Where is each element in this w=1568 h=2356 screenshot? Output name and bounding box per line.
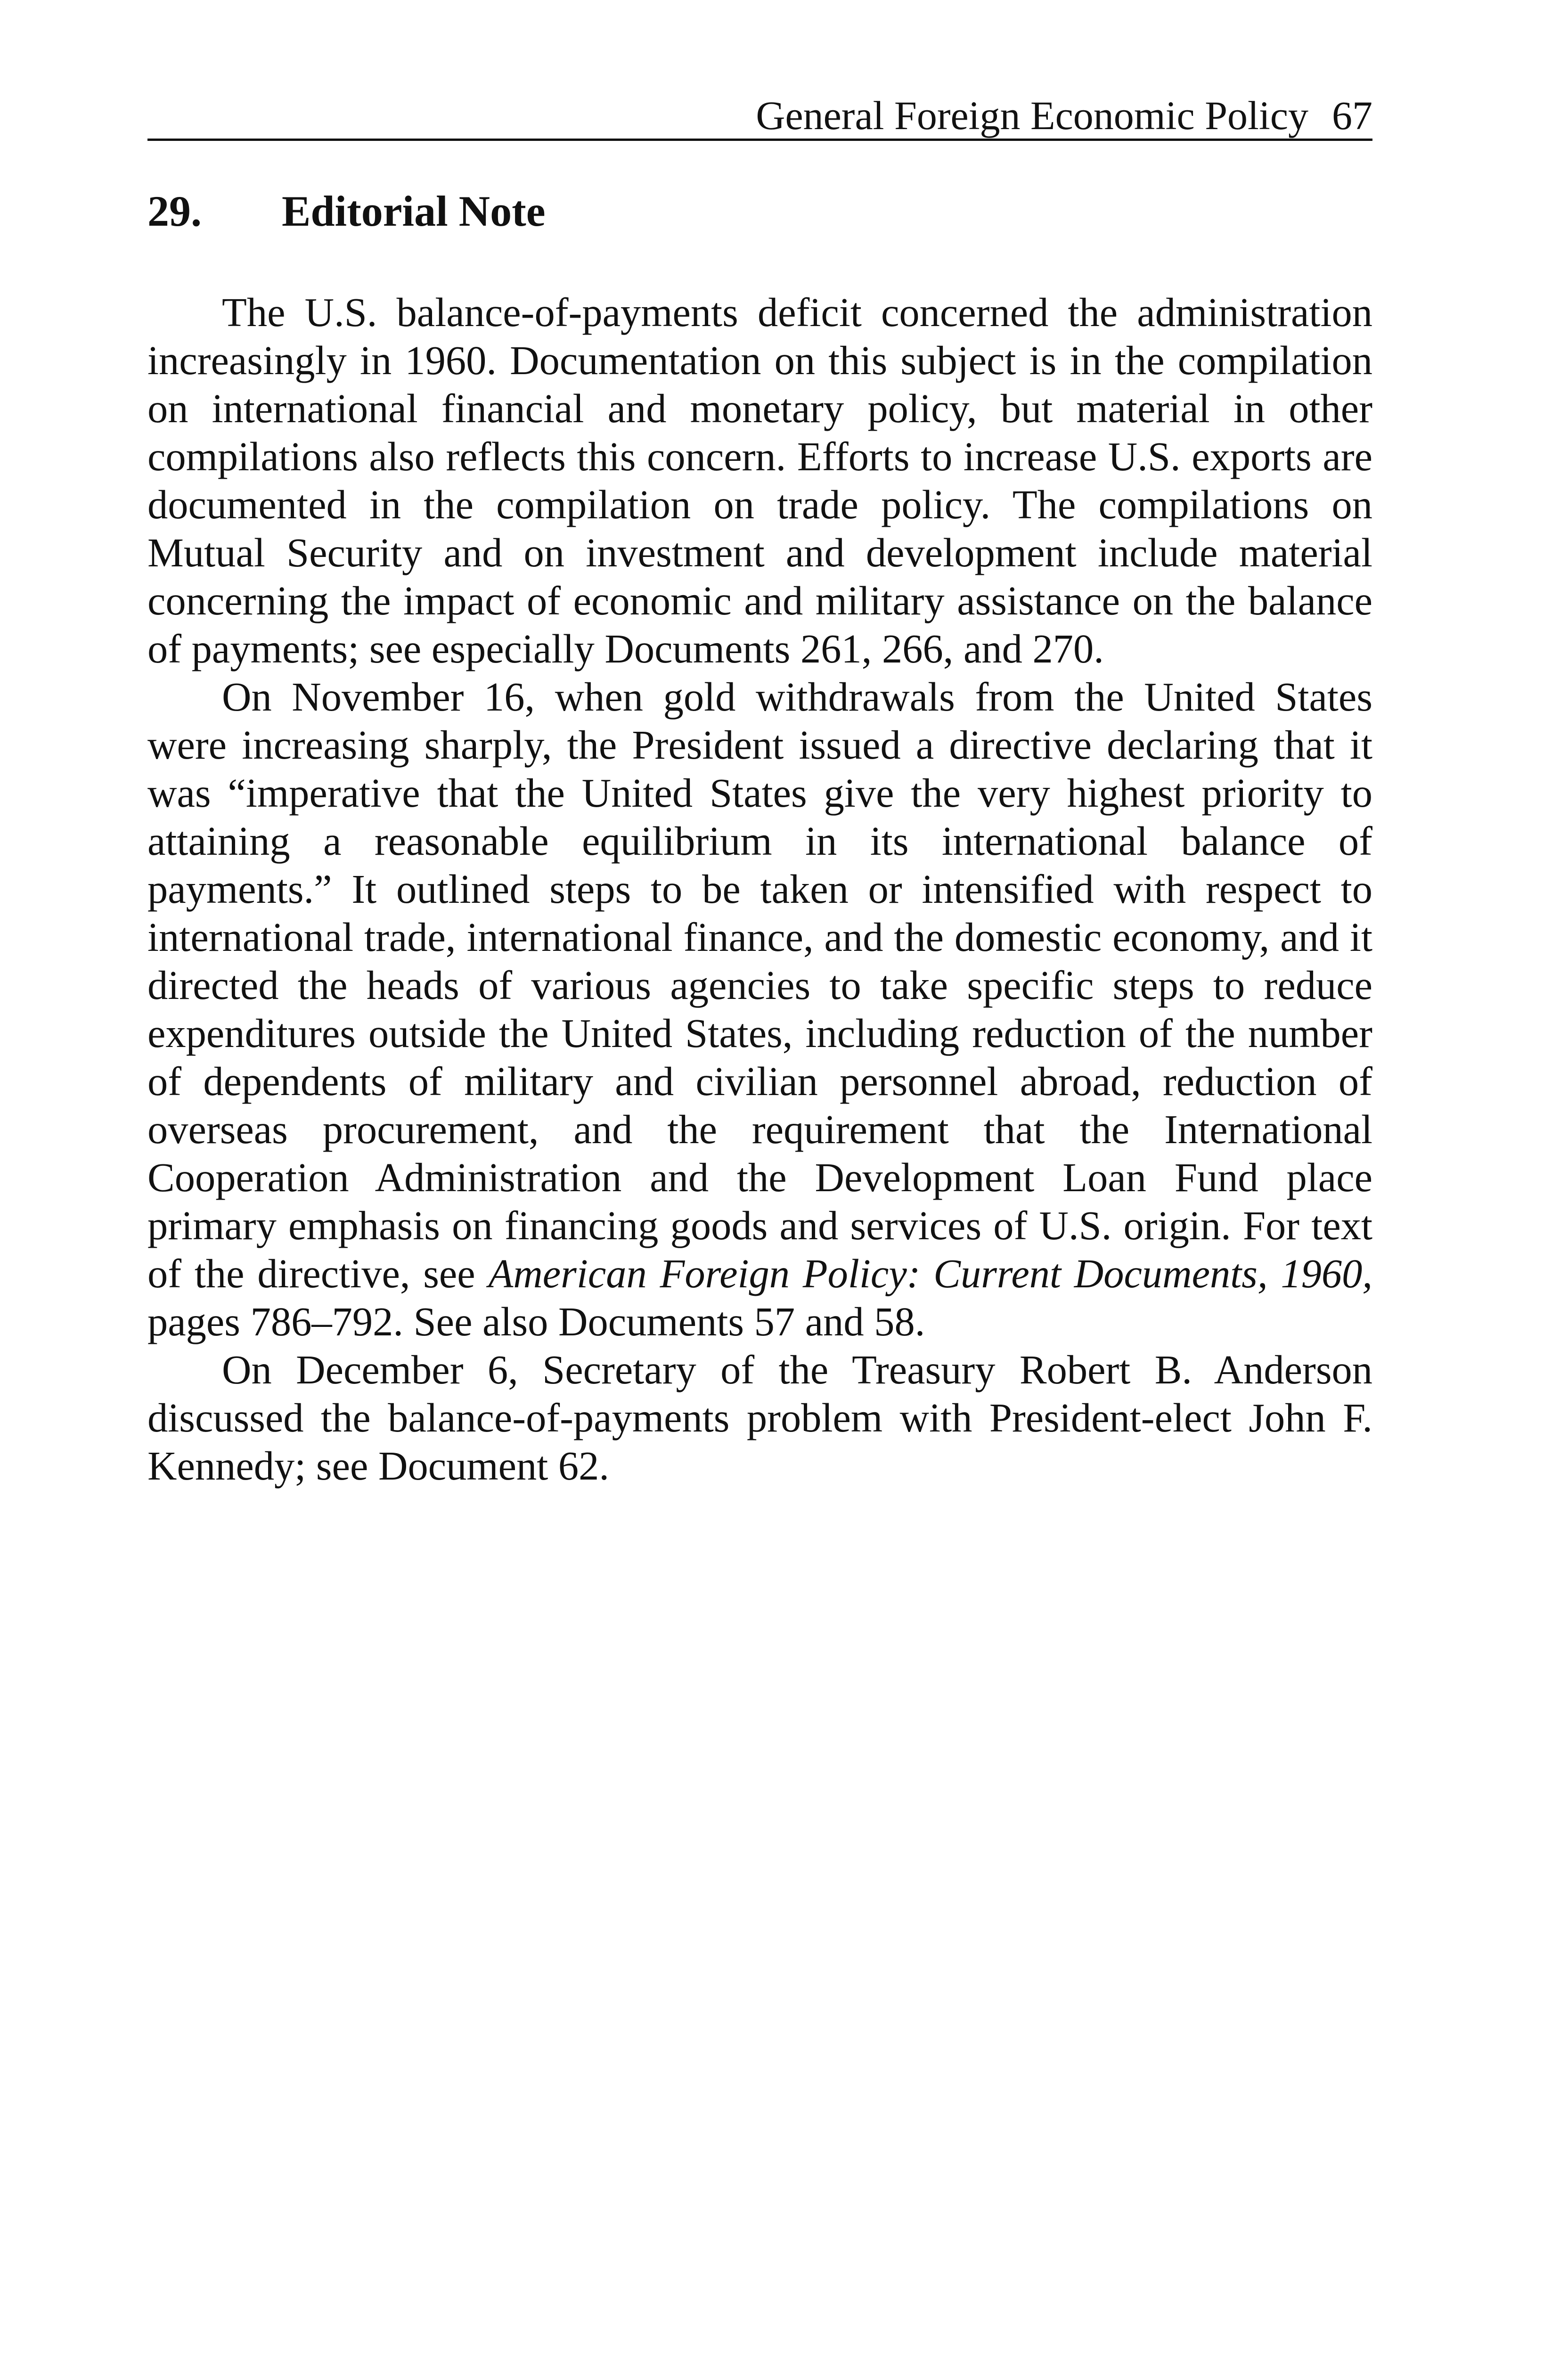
paragraph-presidential-directive xyxy=(147,673,1372,1346)
section-title: Editorial Note xyxy=(282,187,546,235)
running-head-title: General Foreign Economic Policy xyxy=(756,93,1308,138)
directive-text-end: pages 786–792. See also Documents 57 and 58. xyxy=(147,1299,925,1344)
document-number: 29. xyxy=(147,187,202,235)
body-text xyxy=(147,288,1372,1490)
page-number: 67 xyxy=(1332,93,1372,138)
running-head xyxy=(147,90,1372,141)
paragraph-anderson-kennedy: On December 6, Secretary of the Treasury Robert B. Anderson discussed the balance-of-payments problem with President-elect John F. Kennedy; see Document 62. xyxy=(147,1347,1372,1489)
paragraph-deficit-overview: The U.S. balance-of-payments deficit concerned the administration increasingly in 1960. Documentation on this subject is in the compilation on international financial and monetary policy, but material in other compilations also reflects this concern. Efforts to increase U.S. exports are documented in the compilation on trade policy. The compilations on Mutual Security and on investment and development include material concerning the impact of economic and military assistance on the balance of payments; see especially Documents 261, 266, and 270. xyxy=(147,290,1372,671)
directive-text: On November 16, when gold withdrawals from the United States were increasing sharply, the President issued a directive declaring that it was “imperative that the United States give the very highest priority to attaining a reasonable equilibrium in its international balance of payments.” It outlined steps to be taken or intensified with respect to international trade, international finance, and the domestic economy, and it directed the heads of various agencies to take specific steps to reduce expenditures outside the United States, including reduction of the number of dependents of military and civilian personnel abroad, reduction of overseas procurement, and the requirement that the International Cooperation Administration and the Development Loan Fund place primary emphasis on financing goods and services of U.S. origin. For text of the directive, see xyxy=(147,674,1372,1296)
running-head-text xyxy=(756,95,1372,136)
citation-title: American Foreign Policy: Current Documents, 1960, xyxy=(488,1251,1372,1296)
section-heading xyxy=(147,189,546,233)
